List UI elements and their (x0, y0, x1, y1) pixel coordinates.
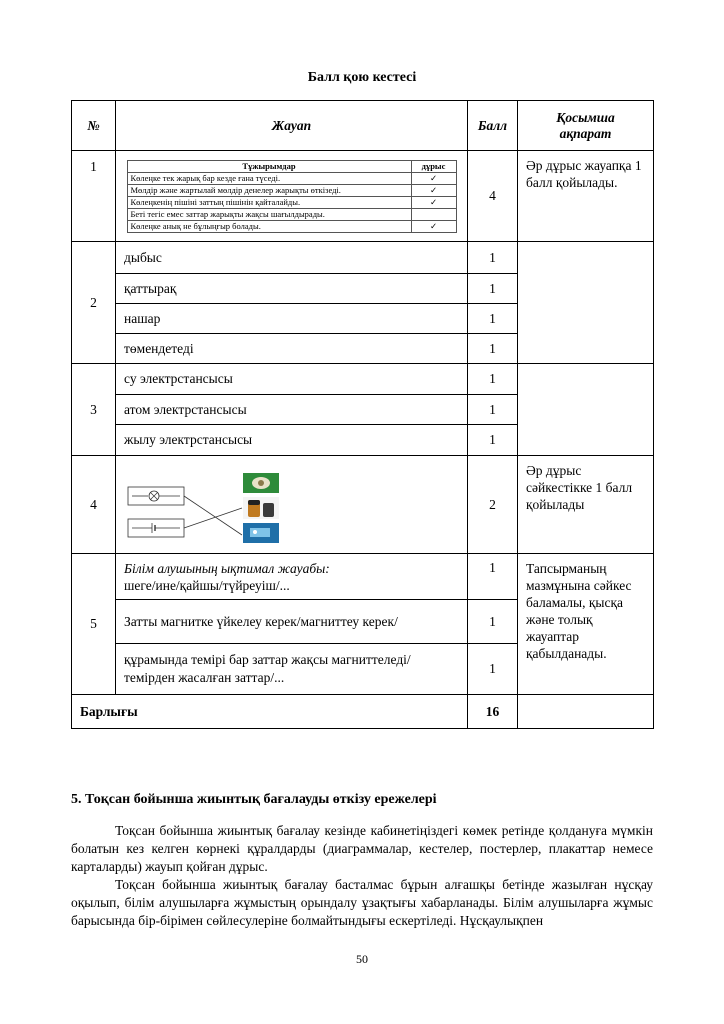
q3-answer: атом электрстансысы (116, 395, 468, 425)
total-score: 16 (468, 695, 518, 729)
check-mark: ✓ (411, 196, 456, 208)
q2-score: 1 (468, 242, 518, 274)
q3-answer: жылу электрстансысы (116, 425, 468, 456)
header-score: Балл (468, 101, 518, 151)
q2-info (518, 242, 654, 364)
page-number: 50 (356, 952, 368, 966)
table-row (72, 554, 654, 600)
q5-score: 1 (468, 554, 518, 600)
statements-header: Тұжырымдар (127, 160, 411, 172)
total-label: Барлығы (72, 695, 468, 729)
matching-diagram (124, 465, 284, 545)
statements-table (127, 160, 457, 233)
q2-score: 1 (468, 274, 518, 304)
paragraph-1: Тоқсан бойынша жиынтық бағалау кезінде кабинетіңіздегі көмек ретінде қолдануға мүмкін болатын кез келген көрнекі құралдарды (диаграммалар, кестелер, постерлер, плакаттар немесе карталарды) жауып қойған дұрыс. (71, 823, 653, 874)
circuit-matching-image (124, 465, 284, 545)
check-mark: ✓ (411, 172, 456, 184)
statement-text: Көлеңке анық не бұлыңғыр болады. (127, 220, 411, 232)
q4-score: 2 (468, 456, 518, 554)
q1-score: 4 (468, 151, 518, 242)
q5-score: 1 (468, 600, 518, 644)
total-info (518, 695, 654, 729)
header-extra: Қосымша ақпарат (518, 101, 654, 151)
q3-answer: су электрстансысы (116, 364, 468, 395)
q3-number: 3 (72, 364, 116, 456)
statement-text: Беті тегіс емес заттар жарықты жақсы шағылдырады. (127, 208, 411, 220)
q1-answer (116, 151, 468, 242)
q1-number: 1 (72, 151, 116, 242)
q5-answer-3: құрамында темірі бар заттар жақсы магниттеледі/темірден жасалған заттар/... (116, 644, 468, 695)
q4-number: 4 (72, 456, 116, 554)
total-row (72, 695, 654, 729)
table-row (72, 151, 654, 242)
statement-text: Көлеңкенің пішіні заттың пішінін қайталайды. (127, 196, 411, 208)
header-num: № (72, 101, 116, 151)
q2-answer: нашар (116, 304, 468, 334)
check-mark: ✓ (411, 220, 456, 232)
q2-answer: қаттырақ (116, 274, 468, 304)
q2-answer: төмендетеді (116, 334, 468, 364)
check-header: дұрыс (411, 160, 456, 172)
table-row (72, 456, 654, 554)
check-mark (411, 208, 456, 220)
table-row (72, 364, 654, 395)
table-header-row (72, 101, 654, 151)
q2-score: 1 (468, 334, 518, 364)
q5-answer-1 (116, 554, 468, 600)
q5-number: 5 (72, 554, 116, 695)
statement-text: Мөлдір және жартылай мөлдір денелер жарықты өткізеді. (127, 184, 411, 196)
q2-number: 2 (72, 242, 116, 364)
q5-note: Білім алушының ықтимал жауабы: (124, 560, 330, 576)
q3-info (518, 364, 654, 456)
q5-info: Тапсырманың мазмұнына сәйкес баламалы, қысқа және толық жауаптар қабылданады. (518, 554, 654, 695)
q4-answer (116, 456, 468, 554)
q3-score: 1 (468, 364, 518, 395)
q5-answer-2: Затты магнитке үйкелеу керек/магниттеу керек/ (116, 600, 468, 644)
q3-score: 1 (468, 395, 518, 425)
check-mark: ✓ (411, 184, 456, 196)
table-row (72, 242, 654, 274)
q3-score: 1 (468, 425, 518, 456)
q2-score: 1 (468, 304, 518, 334)
statement-text: Көлеңке тек жарық бар кезде ғана түседі. (127, 172, 411, 184)
page-title: Балл қою кестесі (307, 70, 417, 85)
q5-answer-text: шеге/ине/қайшы/түйреуіш/... (124, 577, 290, 593)
q4-info: Әр дұрыс сәйкестікке 1 балл қойылады (518, 456, 654, 554)
section-title: 5. Тоқсан бойынша жиынтық бағалауды өткізу ережелері (71, 792, 437, 807)
q5-score: 1 (468, 644, 518, 695)
q1-info: Әр дұрыс жауапқа 1 балл қойылады. (518, 151, 654, 242)
scoring-table (71, 100, 654, 729)
q2-answer: дыбыс (116, 242, 468, 274)
header-answer: Жауап (116, 101, 468, 151)
paragraph-2: Тоқсан бойынша жиынтық бағалау басталмас бұрын алғашқы бетінде жазылған нұсқау оқылып, білім алушыларға жұмыстың орындалу ұзақтығы хабарланады. Білім алушыларға жұмыс барысында бір-бірімен сөйлесулеріне болмайтындығы ескертіледі. Нұсқаулықпен (71, 877, 653, 928)
